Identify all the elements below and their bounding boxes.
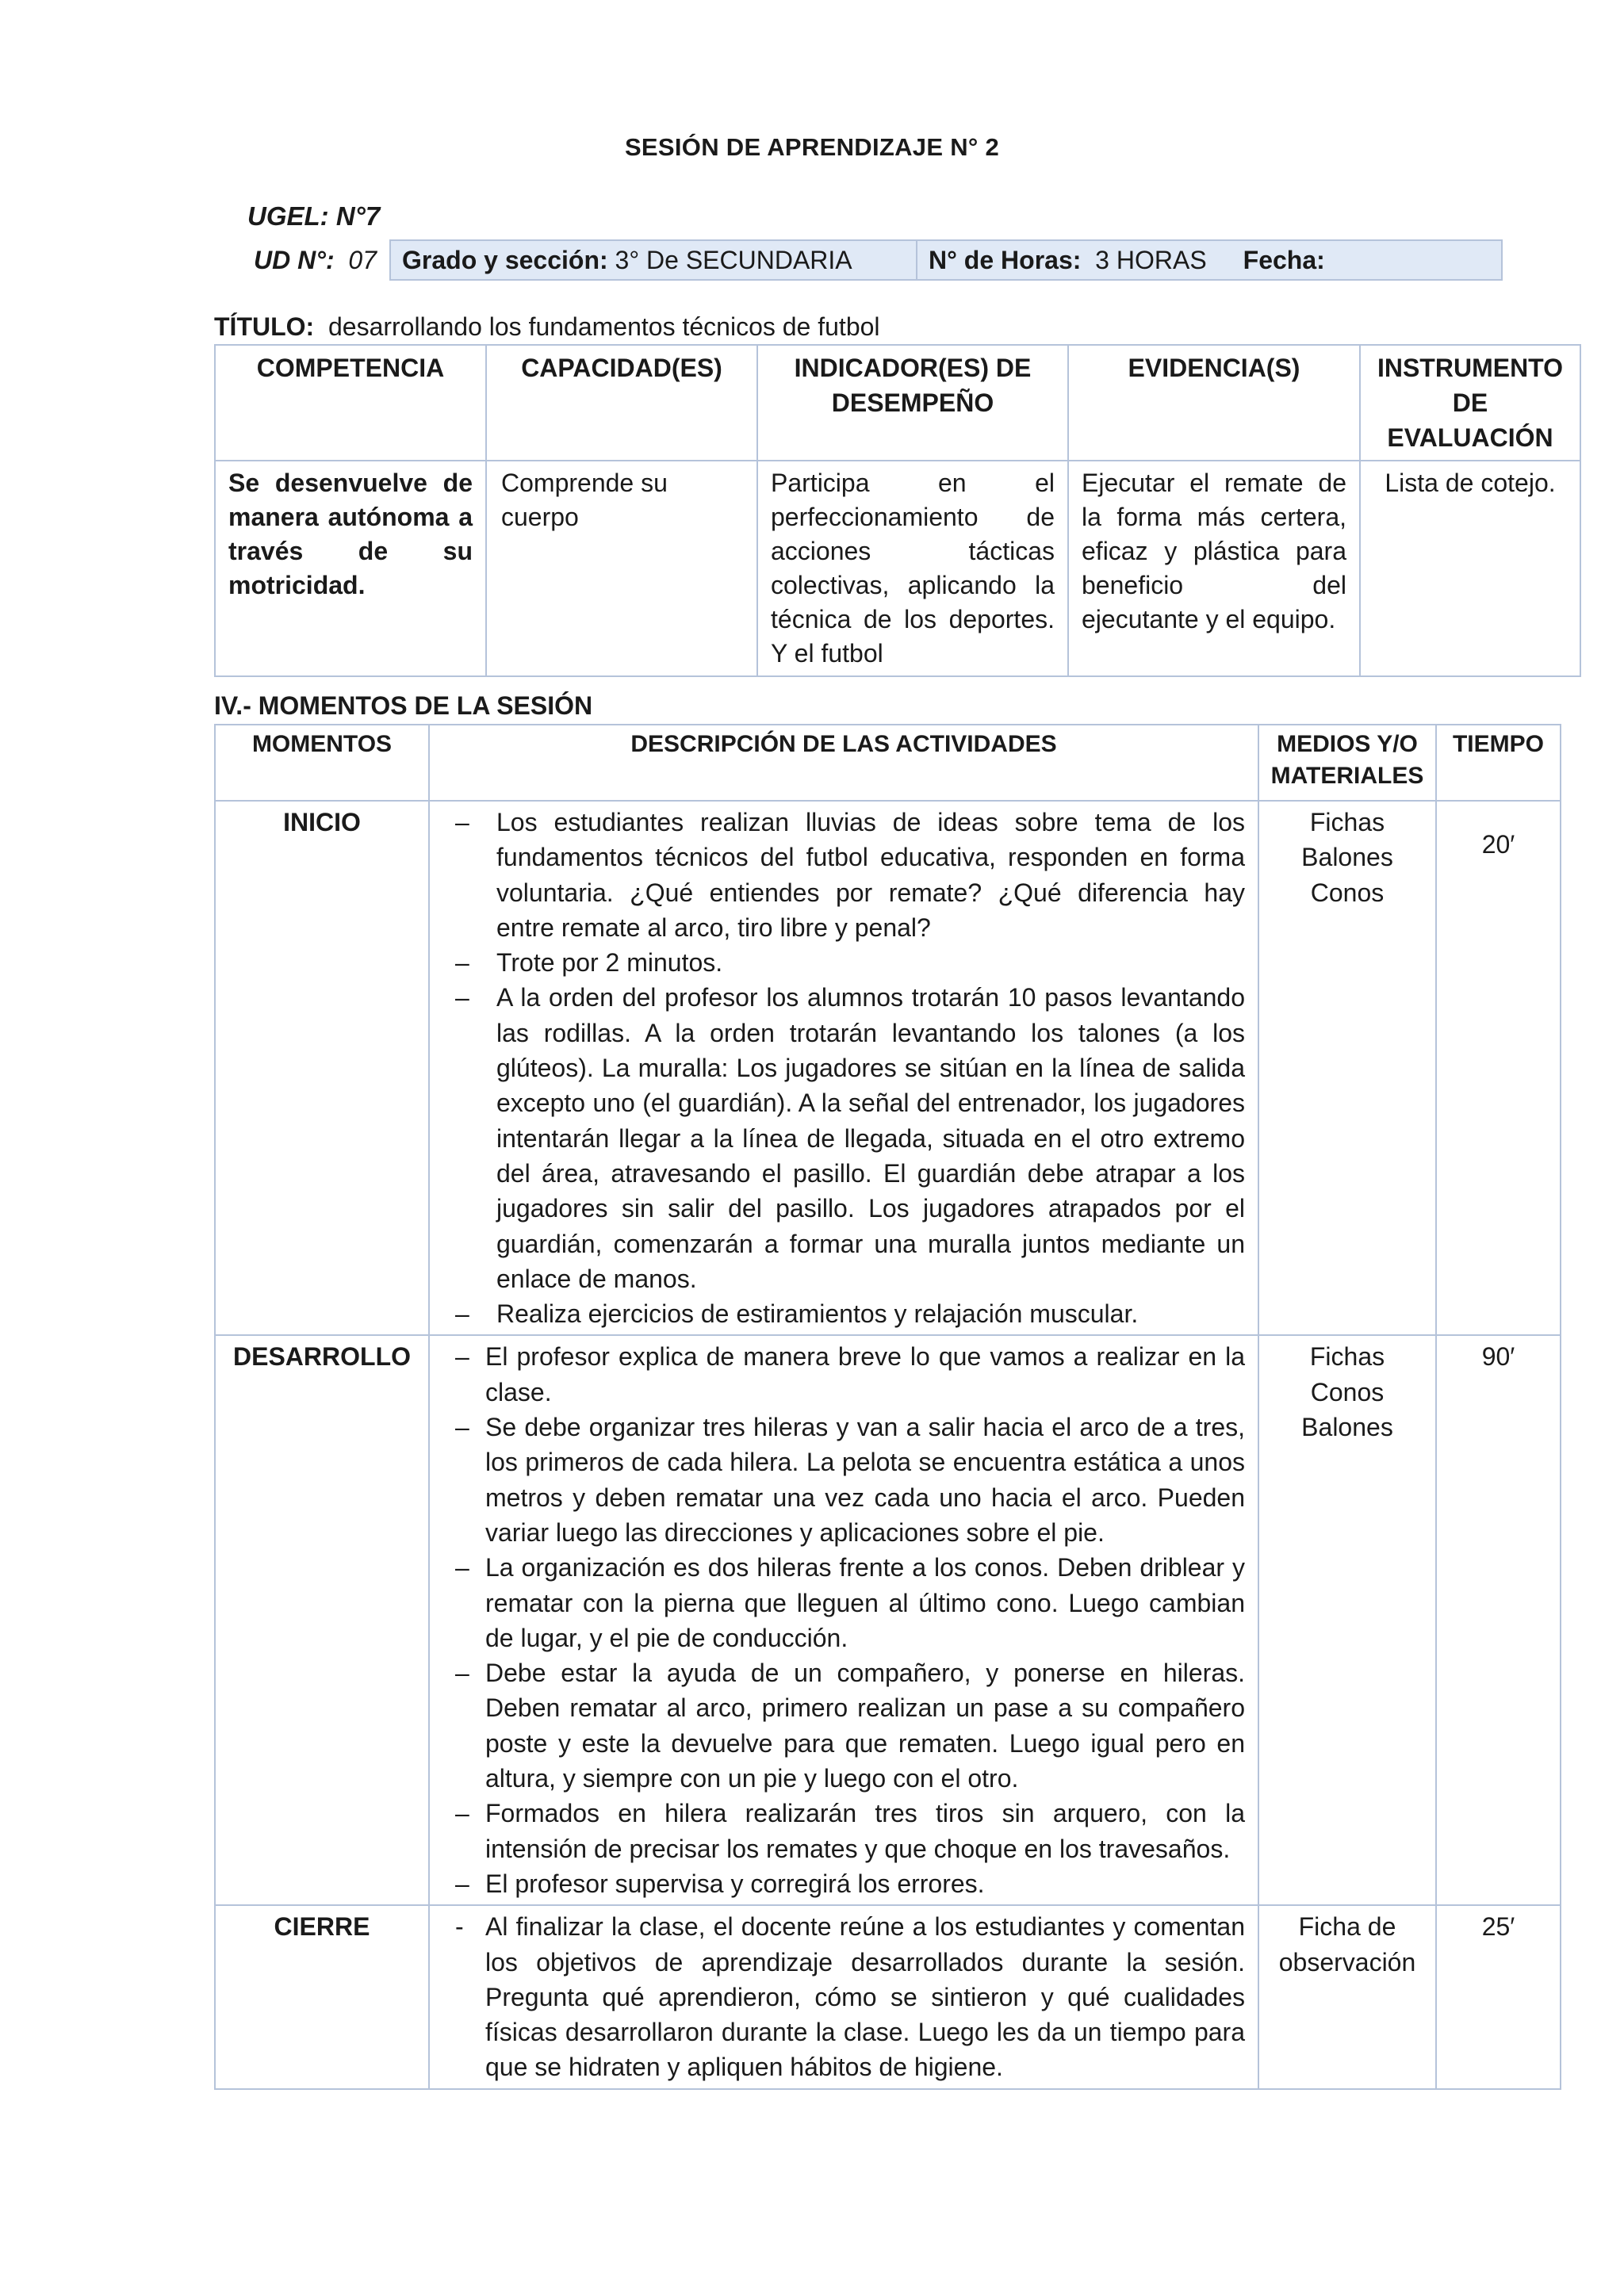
session-info-table: [214, 239, 1503, 281]
header-competencia: COMPETENCIA: [215, 345, 486, 461]
header-medios: MEDIOS Y/O MATERIALES: [1258, 725, 1436, 801]
evidencia-cell: Ejecutar el remate de la forma más certera, eficaz y plástica para beneficio del ejecutante y el equipo.: [1068, 461, 1360, 676]
ugel-label: UGEL: N°7: [247, 201, 381, 231]
list-item: - Al finalizar la clase, el docente reúne a los estudiantes y comentan los objetivos de aprendizaje desarrollados durante la sesión. Pregunta qué aprendieron, cómo se sintieron y qué cualidades físicas desarrollaron durante la clase. Luego les da un tiempo para que se hidraten y apliquen hábitos de higiene.: [446, 1909, 1245, 2084]
desarrollo-activities: [446, 1339, 1245, 1901]
inicio-description: [429, 801, 1258, 1335]
momentos-header-row: [215, 725, 1561, 801]
document-title: SESIÓN DE APRENDIZAJE N° 2: [624, 133, 1000, 161]
dash-bullet: –: [455, 1659, 469, 1688]
list-item: – Debe estar la ayuda de un compañero, y ponerse en hileras. Deben rematar al arco, primero realizan un pase a su compañero poste y este la devuelve para que rematen. Luego igual pero en altura, y siempre con un pie y luego con el otro.: [446, 1655, 1245, 1796]
inicio-activities: [446, 805, 1245, 1331]
header-capacidad: CAPACIDAD(ES): [486, 345, 757, 461]
indicador-cell: Participa en el perfeccionamiento de acciones tácticas colectivas, aplicando la técnica de los deportes. Y el futbol: [757, 461, 1068, 676]
dash-bullet: –: [455, 1342, 469, 1372]
list-item: – Formados en hilera realizarán tres tiros sin arquero, con la intensión de precisar los remates y que choque en los travesaños.: [446, 1796, 1245, 1866]
dash-bullet: -: [455, 1912, 464, 1942]
list-item: – Trote por 2 minutos.: [446, 945, 1245, 980]
list-item: – El profesor supervisa y corregirá los errores.: [446, 1866, 1245, 1901]
header-descripcion: DESCRIPCIÓN DE LAS ACTIVIDADES: [429, 725, 1258, 801]
header-indicador: INDICADOR(ES) DE DESEMPEÑO: [757, 345, 1068, 461]
grado-cell: [390, 240, 917, 280]
dash-bullet: –: [455, 1553, 469, 1582]
inicio-materials: Fichas Balones Conos: [1258, 801, 1436, 1335]
competencia-cell: Se desenvuelve de manera autónoma a través de su motricidad.: [215, 461, 486, 676]
fecha-label: Fecha:: [1243, 245, 1325, 274]
cierre-description: [429, 1905, 1258, 2088]
ud-label: UD N°:: [253, 245, 335, 274]
dash-bullet: –: [455, 983, 469, 1012]
inicio-row: [215, 801, 1561, 1335]
dash-bullet: –: [455, 1869, 469, 1898]
list-item: – La organización es dos hileras frente a los conos. Deben driblear y rematar con la pierna que lleguen al último cono. Luego cambian de lugar, y el pie de conducción.: [446, 1550, 1245, 1655]
momento-desarrollo: DESARROLLO: [215, 1335, 429, 1905]
competencias-header-row: [215, 345, 1580, 461]
grado-label: Grado y sección:: [402, 245, 608, 274]
inicio-time: 20′: [1436, 801, 1561, 1335]
cierre-time: 25′: [1436, 1905, 1561, 2088]
desarrollo-materials: Fichas Conos Balones: [1258, 1335, 1436, 1905]
horas-label: N° de Horas:: [929, 245, 1082, 274]
cierre-materials: Ficha de observación: [1258, 1905, 1436, 2088]
dash-bullet: –: [455, 948, 469, 978]
ud-cell: [214, 240, 390, 280]
header-evidencia: EVIDENCIA(S): [1068, 345, 1360, 461]
desarrollo-description: [429, 1335, 1258, 1905]
capacidad-cell: Comprende su cuerpo: [486, 461, 757, 676]
instrumento-cell: Lista de cotejo.: [1360, 461, 1580, 676]
cierre-row: [215, 1905, 1561, 2088]
momentos-table: [214, 724, 1561, 2090]
header-tiempo: TIEMPO: [1436, 725, 1561, 801]
list-item: – Realiza ejercicios de estiramientos y relajación muscular.: [446, 1296, 1245, 1331]
titulo-label: TÍTULO:: [214, 312, 315, 341]
dash-bullet: –: [455, 1413, 469, 1442]
list-item: – A la orden del profesor los alumnos trotarán 10 pasos levantando las rodillas. A la orden trotarán levantando los talones (a los glúteos). La muralla: Los jugadores se sitúan en la línea de salida excepto uno (el guardián). A la señal del entrenador, los jugadores intentarán llegar a la línea de llegada, situada en el otro extremo del área, atravesando el pasillo. El guardián debe atrapar a los jugadores sin salir del pasillo. Los jugadores atrapados por el guardián, comenzarán a formar una muralla juntos mediante un enlace de manos.: [446, 980, 1245, 1296]
dash-bullet: –: [455, 1299, 469, 1329]
session-title-line: [214, 312, 880, 342]
desarrollo-row: [215, 1335, 1561, 1905]
desarrollo-time: 90′: [1436, 1335, 1561, 1905]
dash-bullet: –: [455, 1799, 469, 1828]
competencias-table: [214, 344, 1581, 677]
list-item: – Se debe organizar tres hileras y van a salir hacia el arco de a tres, los primeros de cada hilera. La pelota se encuentra estática a unos metros y deben rematar una vez cada uno hacia el arco. Pueden variar luego las direcciones y aplicaciones sobre el pie.: [446, 1410, 1245, 1550]
dash-bullet: –: [455, 808, 469, 836]
titulo-value: desarrollando los fundamentos técnicos de futbol: [327, 312, 880, 341]
ud-value: 07: [348, 245, 377, 274]
grado-value: 3° De SECUNDARIA: [615, 245, 852, 274]
momento-inicio: INICIO: [215, 801, 429, 1335]
competencias-row: [215, 461, 1580, 676]
horas-cell: [917, 240, 1502, 280]
momentos-section-title: IV.- MOMENTOS DE LA SESIÓN: [214, 691, 593, 720]
horas-value: 3 HORAS: [1095, 245, 1207, 274]
list-item: – Los estudiantes realizan lluvias de ideas sobre tema de los fundamentos técnicos del futbol educativa, responden en forma voluntaria. ¿Qué entiendes por remate? ¿Qué diferencia hay entre remate al arco, tiro libre y penal?: [446, 805, 1245, 945]
header-momentos: MOMENTOS: [215, 725, 429, 801]
list-item: – El profesor explica de manera breve lo que vamos a realizar en la clase.: [446, 1339, 1245, 1410]
momento-cierre: CIERRE: [215, 1905, 429, 2088]
header-instrumento: INSTRUMENTO DE EVALUACIÓN: [1360, 345, 1580, 461]
cierre-activities: [446, 1909, 1245, 2084]
